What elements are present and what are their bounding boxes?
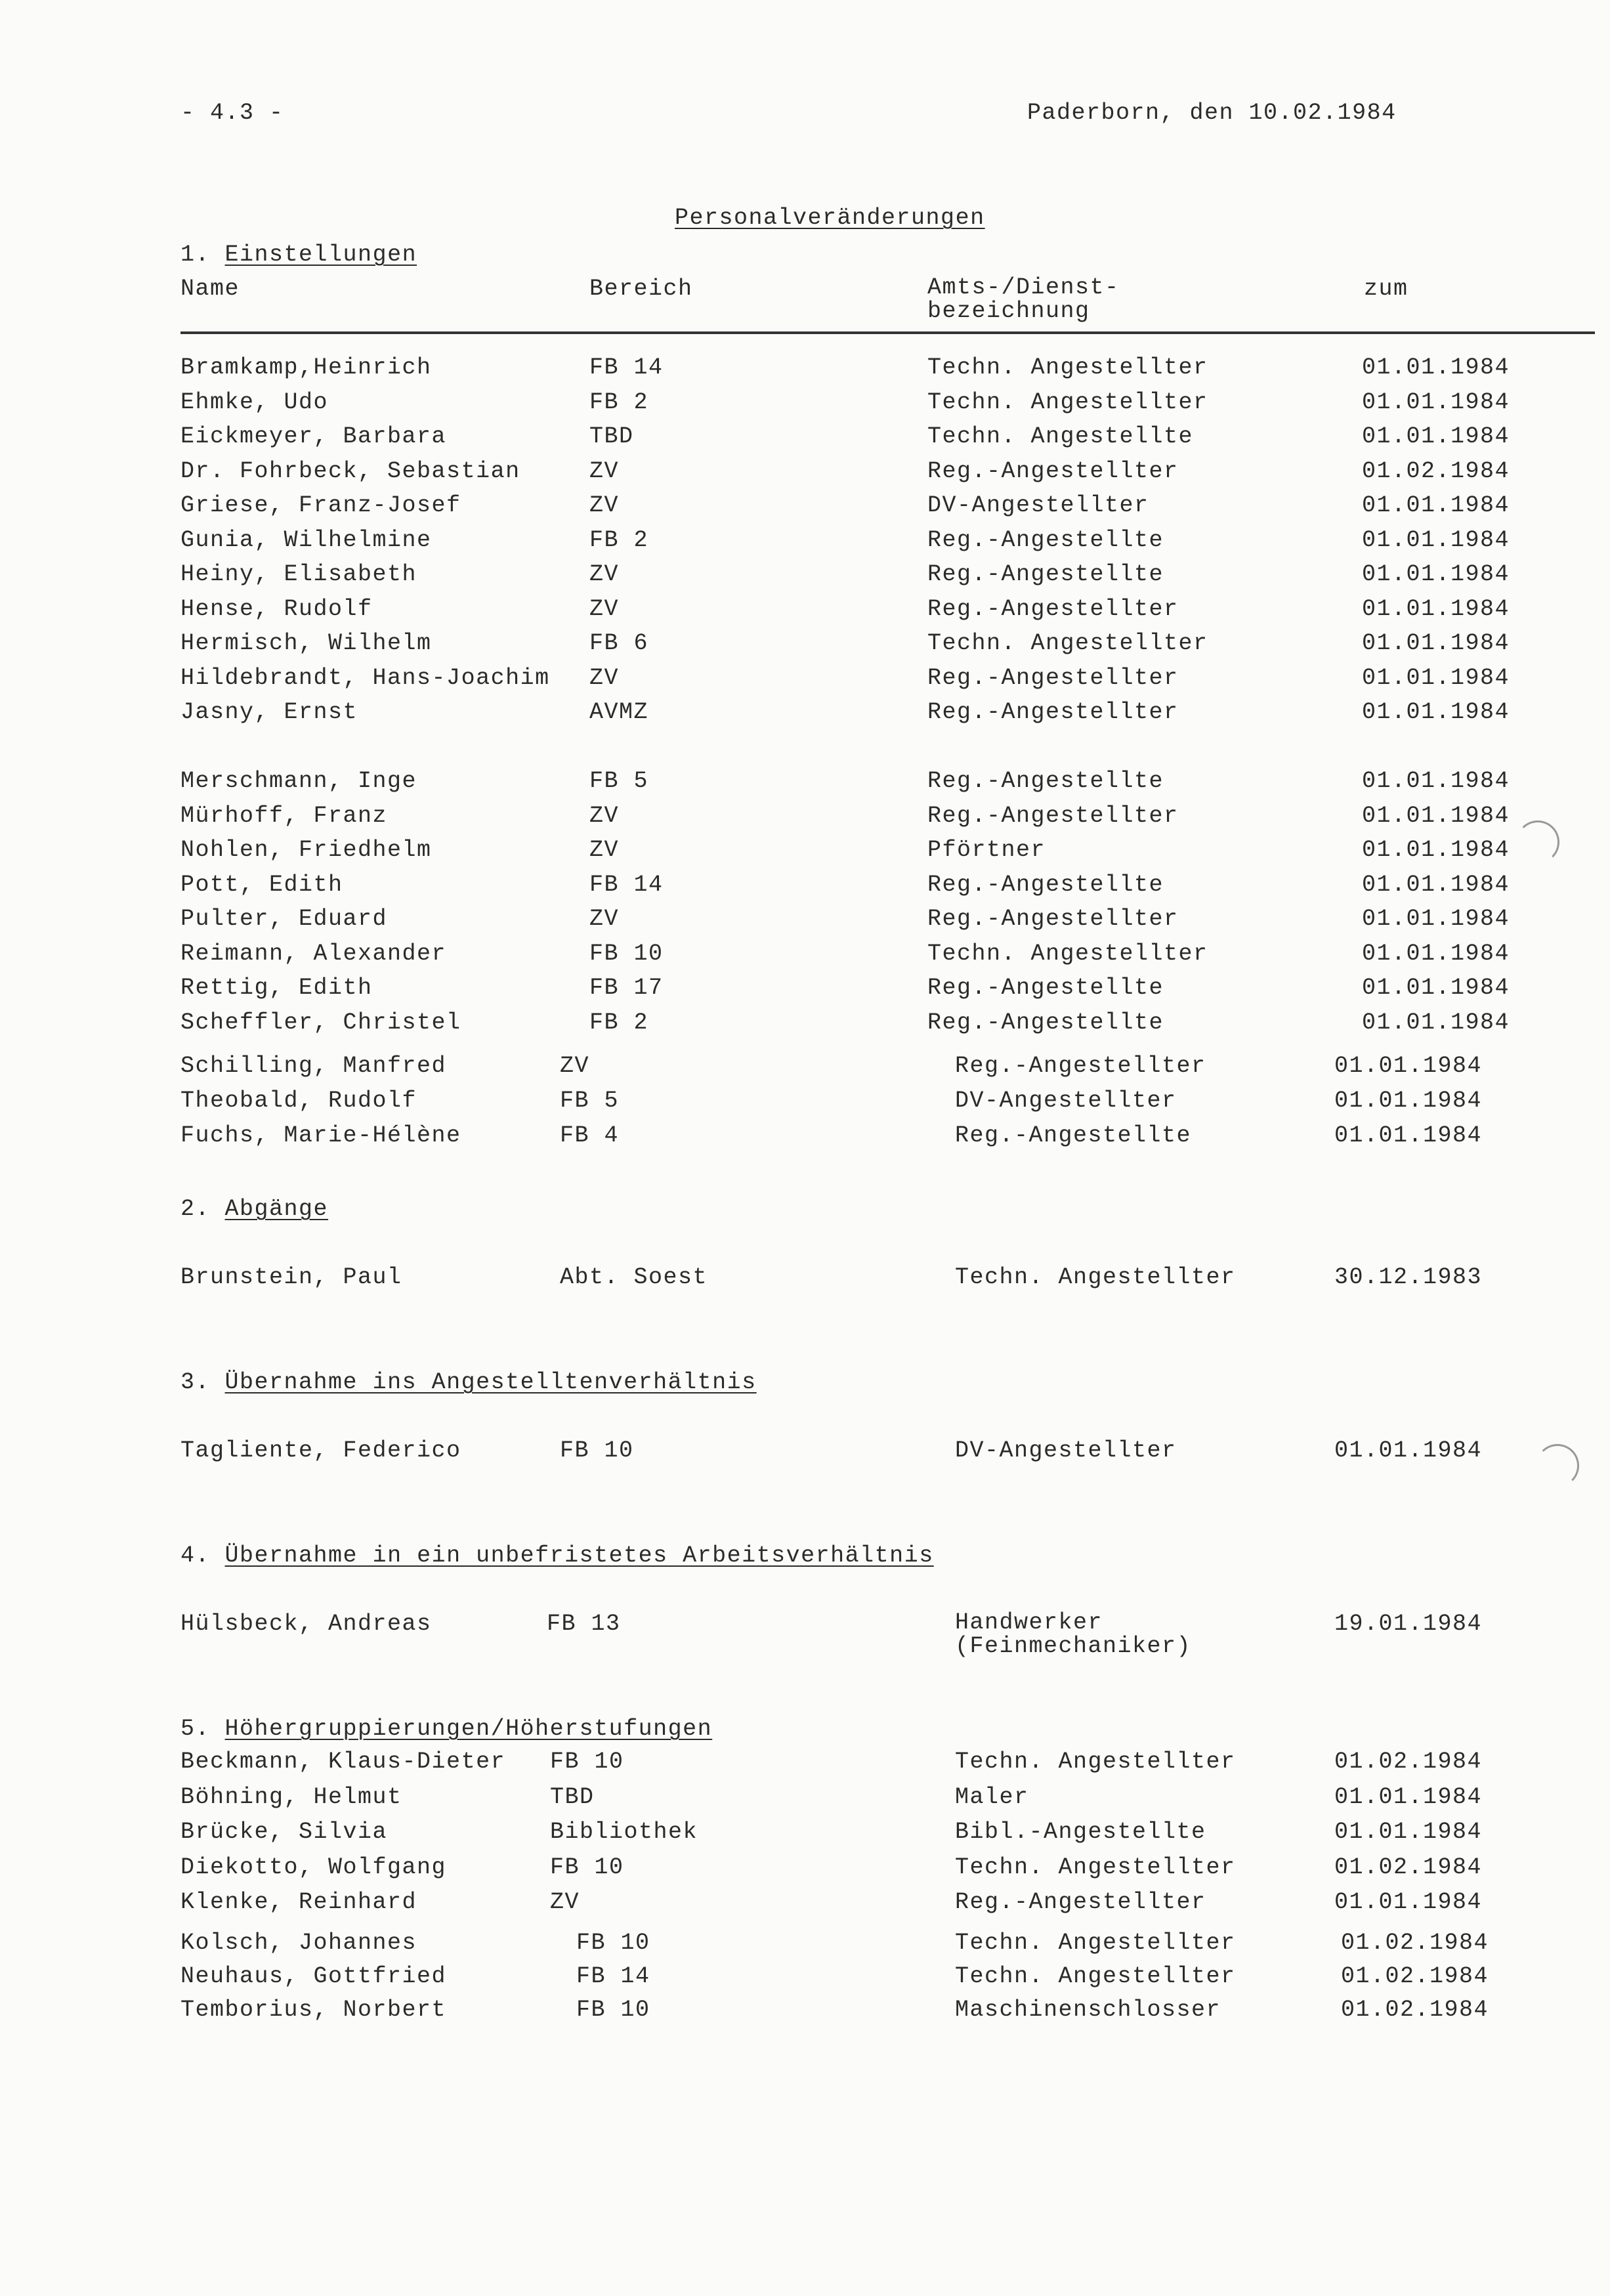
row-datum: 01.02.1984 [1341, 1963, 1489, 1989]
section-heading-abgaenge [180, 1196, 328, 1222]
row-name: Kolsch, Johannes [180, 1930, 417, 1956]
row-bereich: FB 2 [589, 389, 649, 415]
row-bereich: FB 10 [550, 1749, 624, 1775]
row-name: Brunstein, Paul [180, 1264, 402, 1290]
row-bereich: FB 5 [560, 1088, 620, 1114]
row-bereich: FB 14 [589, 354, 664, 381]
row-bezeichnung: Techn. Angestellter [927, 941, 1208, 967]
section-title: Einstellungen [224, 242, 417, 268]
row-bezeichnung: DV-Angestellter [955, 1088, 1177, 1114]
row-bezeichnung: Techn. Angestellter [927, 389, 1208, 415]
row-bezeichnung: Bibl.-Angestellte [955, 1819, 1206, 1845]
row-bezeichnung [955, 1611, 1191, 1658]
row-name: Rettig, Edith [180, 975, 373, 1001]
row-name: Neuhaus, Gottfried [180, 1963, 447, 1989]
row-bezeichnung: Reg.-Angestellter [955, 1053, 1206, 1079]
row-name: Gunia, Wilhelmine [180, 527, 432, 553]
row-datum: 19.01.1984 [1334, 1611, 1483, 1637]
row-name: Jasny, Ernst [180, 699, 358, 725]
row-bereich: FB 10 [560, 1437, 634, 1464]
row-name: Böhning, Helmut [180, 1784, 402, 1810]
row-bezeichnung: Techn. Angestellter [955, 1264, 1236, 1290]
row-bereich: FB 5 [589, 768, 649, 794]
row-bereich: FB 6 [589, 630, 649, 656]
column-header-amts-line1: Amts-/Dienst- [927, 274, 1120, 301]
row-datum: 01.02.1984 [1334, 1854, 1483, 1881]
punch-hole-mark [1536, 1444, 1579, 1487]
row-datum: 01.02.1984 [1362, 458, 1510, 484]
row-bereich: ZV [589, 492, 620, 519]
section-number: 4. [180, 1542, 211, 1569]
row-bereich: ZV [560, 1053, 590, 1079]
row-bezeichnung: DV-Angestellter [927, 492, 1149, 519]
row-bereich: FB 14 [589, 872, 664, 898]
row-bezeichnung-line2: (Feinmechaniker) [955, 1633, 1192, 1659]
row-bezeichnung: DV-Angestellter [955, 1437, 1177, 1464]
row-name: Eickmeyer, Barbara [180, 423, 447, 450]
row-bereich: FB 4 [560, 1122, 620, 1149]
row-bezeichnung: Maschinenschlosser [955, 1997, 1221, 2023]
row-bezeichnung: Reg.-Angestellte [927, 561, 1164, 587]
row-bezeichnung: Techn. Angestellter [955, 1930, 1236, 1956]
row-bereich: TBD [550, 1784, 595, 1810]
row-bereich: FB 17 [589, 975, 664, 1001]
row-bereich: FB 10 [589, 941, 664, 967]
row-datum: 01.01.1984 [1362, 596, 1510, 622]
row-bereich: Abt. Soest [560, 1264, 708, 1290]
row-bezeichnung: Reg.-Angestellte [927, 872, 1164, 898]
row-bezeichnung: Pförtner [927, 837, 1046, 863]
row-bereich: ZV [589, 458, 620, 484]
row-name: Theobald, Rudolf [180, 1088, 417, 1114]
row-name: Scheffler, Christel [180, 1010, 461, 1036]
row-bezeichnung: Reg.-Angestellte [927, 527, 1164, 553]
row-name: Schilling, Manfred [180, 1053, 447, 1079]
row-datum: 30.12.1983 [1334, 1264, 1483, 1290]
row-datum: 01.01.1984 [1362, 1010, 1510, 1036]
row-datum: 01.01.1984 [1362, 837, 1510, 863]
section-heading-hoehergruppierungen [180, 1716, 712, 1742]
section-heading-uebernahme-angestellten [180, 1369, 757, 1395]
row-bereich: TBD [589, 423, 634, 450]
row-bezeichnung: Reg.-Angestellte [955, 1122, 1192, 1149]
row-bezeichnung: Reg.-Angestellter [927, 906, 1179, 932]
row-bezeichnung: Techn. Angestellter [955, 1854, 1236, 1881]
row-bereich: FB 10 [576, 1930, 650, 1956]
row-datum: 01.01.1984 [1362, 665, 1510, 691]
row-bereich: ZV [589, 837, 620, 863]
row-name: Diekotto, Wolfgang [180, 1854, 447, 1881]
row-bezeichnung: Reg.-Angestellter [927, 596, 1179, 622]
row-bereich: ZV [589, 596, 620, 622]
row-bezeichnung-line1: Handwerker [955, 1609, 1103, 1636]
row-datum: 01.01.1984 [1334, 1437, 1483, 1464]
section-number: 1. [180, 242, 211, 268]
row-datum: 01.01.1984 [1334, 1122, 1483, 1149]
row-name: Hense, Rudolf [180, 596, 373, 622]
row-name: Merschmann, Inge [180, 768, 417, 794]
row-datum: 01.01.1984 [1362, 941, 1510, 967]
row-bereich: FB 10 [550, 1854, 624, 1881]
punch-hole-mark [1516, 820, 1559, 864]
row-bereich: FB 14 [576, 1963, 650, 1989]
row-bezeichnung: Reg.-Angestellte [927, 975, 1164, 1001]
row-name: Pott, Edith [180, 872, 343, 898]
row-datum: 01.01.1984 [1334, 1889, 1483, 1915]
row-bereich: Bibliothek [550, 1819, 698, 1845]
row-datum: 01.01.1984 [1362, 906, 1510, 932]
row-bezeichnung: Techn. Angestellter [927, 354, 1208, 381]
row-name: Hülsbeck, Andreas [180, 1611, 432, 1637]
row-bezeichnung: Techn. Angestellte [927, 423, 1194, 450]
row-name: Mürhoff, Franz [180, 803, 388, 829]
row-name: Klenke, Reinhard [180, 1889, 417, 1915]
row-datum: 01.01.1984 [1362, 630, 1510, 656]
place-date: Paderborn, den 10.02.1984 [1027, 100, 1397, 126]
row-datum: 01.02.1984 [1341, 1997, 1489, 2023]
row-name: Pulter, Eduard [180, 906, 388, 932]
row-bereich: ZV [589, 561, 620, 587]
row-datum: 01.01.1984 [1362, 389, 1510, 415]
row-datum: 01.01.1984 [1334, 1053, 1483, 1079]
row-datum: 01.02.1984 [1334, 1749, 1483, 1775]
header-divider [180, 331, 1595, 334]
row-bezeichnung: Reg.-Angestellter [955, 1889, 1206, 1915]
column-header-name: Name [180, 276, 240, 302]
row-name: Tagliente, Federico [180, 1437, 461, 1464]
row-name: Nohlen, Friedhelm [180, 837, 432, 863]
row-datum: 01.01.1984 [1362, 768, 1510, 794]
row-name: Temborius, Norbert [180, 1997, 447, 2023]
row-bezeichnung: Reg.-Angestellter [927, 665, 1179, 691]
section-number: 3. [180, 1369, 211, 1395]
row-name: Ehmke, Udo [180, 389, 329, 415]
row-datum: 01.01.1984 [1334, 1088, 1483, 1114]
section-heading-uebernahme-unbefristet [180, 1542, 934, 1569]
row-datum: 01.02.1984 [1341, 1930, 1489, 1956]
column-header-bereich: Bereich [589, 276, 693, 302]
column-header-amts-line2: bezeichnung [927, 298, 1090, 324]
section-title: Höhergruppierungen/Höherstufungen [224, 1716, 713, 1742]
row-datum: 01.01.1984 [1334, 1819, 1483, 1845]
column-header-amts [927, 276, 1120, 323]
row-bereich: FB 2 [589, 527, 649, 553]
row-datum: 01.01.1984 [1362, 354, 1510, 381]
row-datum: 01.01.1984 [1362, 975, 1510, 1001]
section-title: Abgänge [224, 1196, 329, 1222]
row-bezeichnung: Techn. Angestellter [955, 1749, 1236, 1775]
row-datum: 01.01.1984 [1362, 699, 1510, 725]
row-name: Dr. Fohrbeck, Sebastian [180, 458, 520, 484]
row-datum: 01.01.1984 [1362, 423, 1510, 450]
row-name: Bramkamp,Heinrich [180, 354, 432, 381]
row-bereich: FB 2 [589, 1010, 649, 1036]
row-datum: 01.01.1984 [1362, 527, 1510, 553]
row-datum: 01.01.1984 [1362, 492, 1510, 519]
page-title: Personalveränderungen [675, 205, 985, 231]
section-title: Übernahme in ein unbefristetes Arbeitsverhältnis [224, 1542, 934, 1569]
row-bereich: FB 13 [547, 1611, 621, 1637]
row-datum: 01.01.1984 [1362, 803, 1510, 829]
row-name: Griese, Franz-Josef [180, 492, 461, 519]
row-bereich: ZV [589, 665, 620, 691]
row-name: Hermisch, Wilhelm [180, 630, 432, 656]
row-datum: 01.01.1984 [1334, 1784, 1483, 1810]
page-number: - 4.3 - [180, 100, 284, 126]
row-name: Reimann, Alexander [180, 941, 447, 967]
row-datum: 01.01.1984 [1362, 561, 1510, 587]
row-name: Heiny, Elisabeth [180, 561, 417, 587]
section-number: 5. [180, 1716, 211, 1742]
row-bereich: AVMZ [589, 699, 649, 725]
row-bezeichnung: Maler [955, 1784, 1029, 1810]
row-name: Beckmann, Klaus-Dieter [180, 1749, 506, 1775]
row-bezeichnung: Reg.-Angestellter [927, 458, 1179, 484]
section-number: 2. [180, 1196, 211, 1222]
row-bezeichnung: Reg.-Angestellter [927, 699, 1179, 725]
row-name: Hildebrandt, Hans-Joachim [180, 665, 550, 691]
row-bezeichnung: Techn. Angestellter [927, 630, 1208, 656]
column-header-zum: zum [1364, 276, 1409, 302]
section-title: Übernahme ins Angestelltenverhältnis [224, 1369, 757, 1395]
row-bereich: ZV [550, 1889, 580, 1915]
row-bezeichnung: Reg.-Angestellte [927, 1010, 1164, 1036]
row-datum: 01.01.1984 [1362, 872, 1510, 898]
row-bereich: ZV [589, 803, 620, 829]
row-bezeichnung: Reg.-Angestellte [927, 768, 1164, 794]
row-bereich: FB 10 [576, 1997, 650, 2023]
row-bezeichnung: Reg.-Angestellter [927, 803, 1179, 829]
row-bezeichnung: Techn. Angestellter [955, 1963, 1236, 1989]
row-name: Brücke, Silvia [180, 1819, 388, 1845]
row-bereich: ZV [589, 906, 620, 932]
section-heading-einstellungen [180, 242, 417, 268]
row-name: Fuchs, Marie-Hélène [180, 1122, 461, 1149]
